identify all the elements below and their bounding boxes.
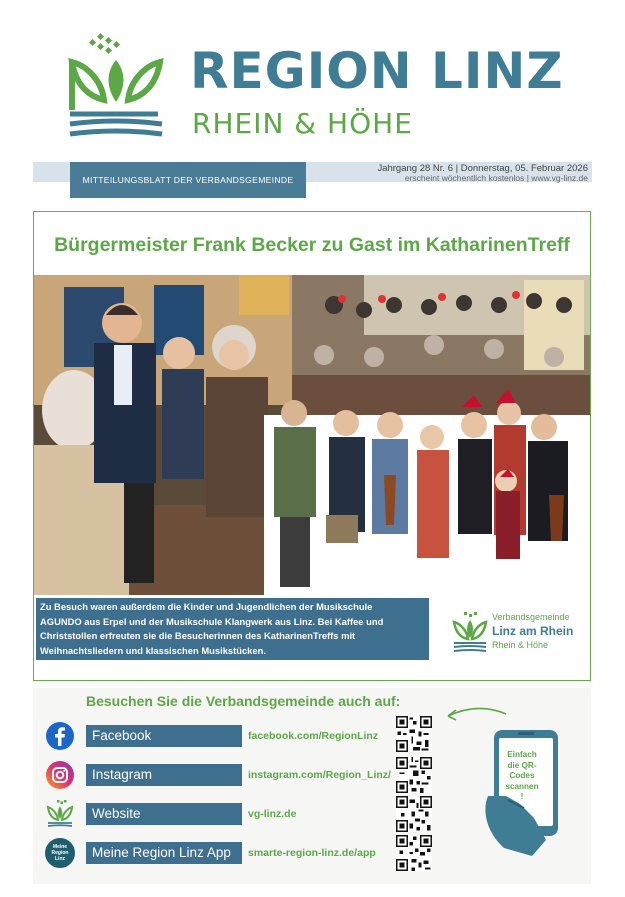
issue-distribution: erscheint wöchentlich kostenlos | www.vg-linz.de [404, 173, 588, 183]
phone-text-line: Einfach [507, 750, 537, 759]
phone-text-line: die QR- [507, 760, 537, 770]
app-url[interactable]: smarte-region-linz.de/app [248, 847, 376, 859]
phone-text-line: Codes [509, 771, 535, 781]
instagram-label[interactable]: Instagram [86, 764, 242, 786]
qr-code-app[interactable] [396, 835, 432, 871]
caption-line: Christstollen erfreuten sie die Besucherinnen des KatharinenTreffs mit [40, 630, 356, 641]
app-label[interactable]: Meine Region Linz App [86, 842, 242, 864]
facebook-icon[interactable] [45, 721, 75, 751]
phone-text-line: scannen [505, 781, 539, 791]
instagram-url[interactable]: instagram.com/Region_Linz/ [248, 769, 391, 781]
region-linz-logo [66, 32, 166, 140]
instagram-icon[interactable] [45, 760, 75, 790]
website-icon[interactable] [45, 799, 75, 829]
phone-text-line: ! [520, 792, 524, 802]
app-icon-text: Meine [52, 844, 68, 850]
facebook-url[interactable]: facebook.com/RegionLinz [248, 730, 379, 742]
masthead-subtitle: RHEIN & HÖHE [192, 107, 413, 140]
issue-info: Jahrgang 28 Nr. 6 | Donnerstag, 05. Februar 2026 [377, 163, 588, 174]
app-icon-text: Linz [55, 856, 65, 862]
qr-code-website[interactable] [396, 796, 432, 832]
masthead-title: REGION LINZ [190, 42, 564, 100]
caption-line: Zu Besuch waren außerdem die Kinder und Jugendlichen der Musikschule [40, 601, 373, 612]
website-url[interactable]: vg-linz.de [248, 808, 297, 820]
vg-logo-line3: Rhein & Höhe [492, 640, 549, 650]
social-heading: Besuchen Sie die Verbandsgemeinde auch auf: [86, 693, 401, 709]
qr-code-facebook[interactable] [396, 716, 432, 752]
vg-logo-line2: Linz am Rhein [492, 624, 574, 638]
website-label[interactable]: Website [86, 803, 242, 825]
caption-line: Weihnachtsliedern und klassischen Musikstücken. [40, 644, 266, 656]
facebook-label[interactable]: Facebook [86, 725, 242, 747]
verbandsgemeinde-logo [452, 608, 582, 656]
feature-headline: Bürgermeister Frank Becker zu Gast im KatharinenTreff [54, 234, 570, 256]
feature-photo-collage [34, 275, 590, 595]
vg-logo-line1: Verbandsgemeinde [492, 612, 570, 622]
phone-scan-text [500, 750, 544, 803]
app-icon-text: Region [51, 850, 69, 856]
vg-emblem-icon [452, 612, 488, 652]
issue-tab: MITTEILUNGSBLATT DER VERBANDSGEMEINDE [70, 162, 306, 198]
qr-code-instagram[interactable] [396, 757, 432, 793]
app-icon[interactable] [45, 838, 75, 868]
feature-caption [36, 598, 429, 660]
caption-line: AGUNDO aus Erpel und der Musikschule Klangwerk aus Linz. Bei Kaffee und [40, 615, 384, 627]
